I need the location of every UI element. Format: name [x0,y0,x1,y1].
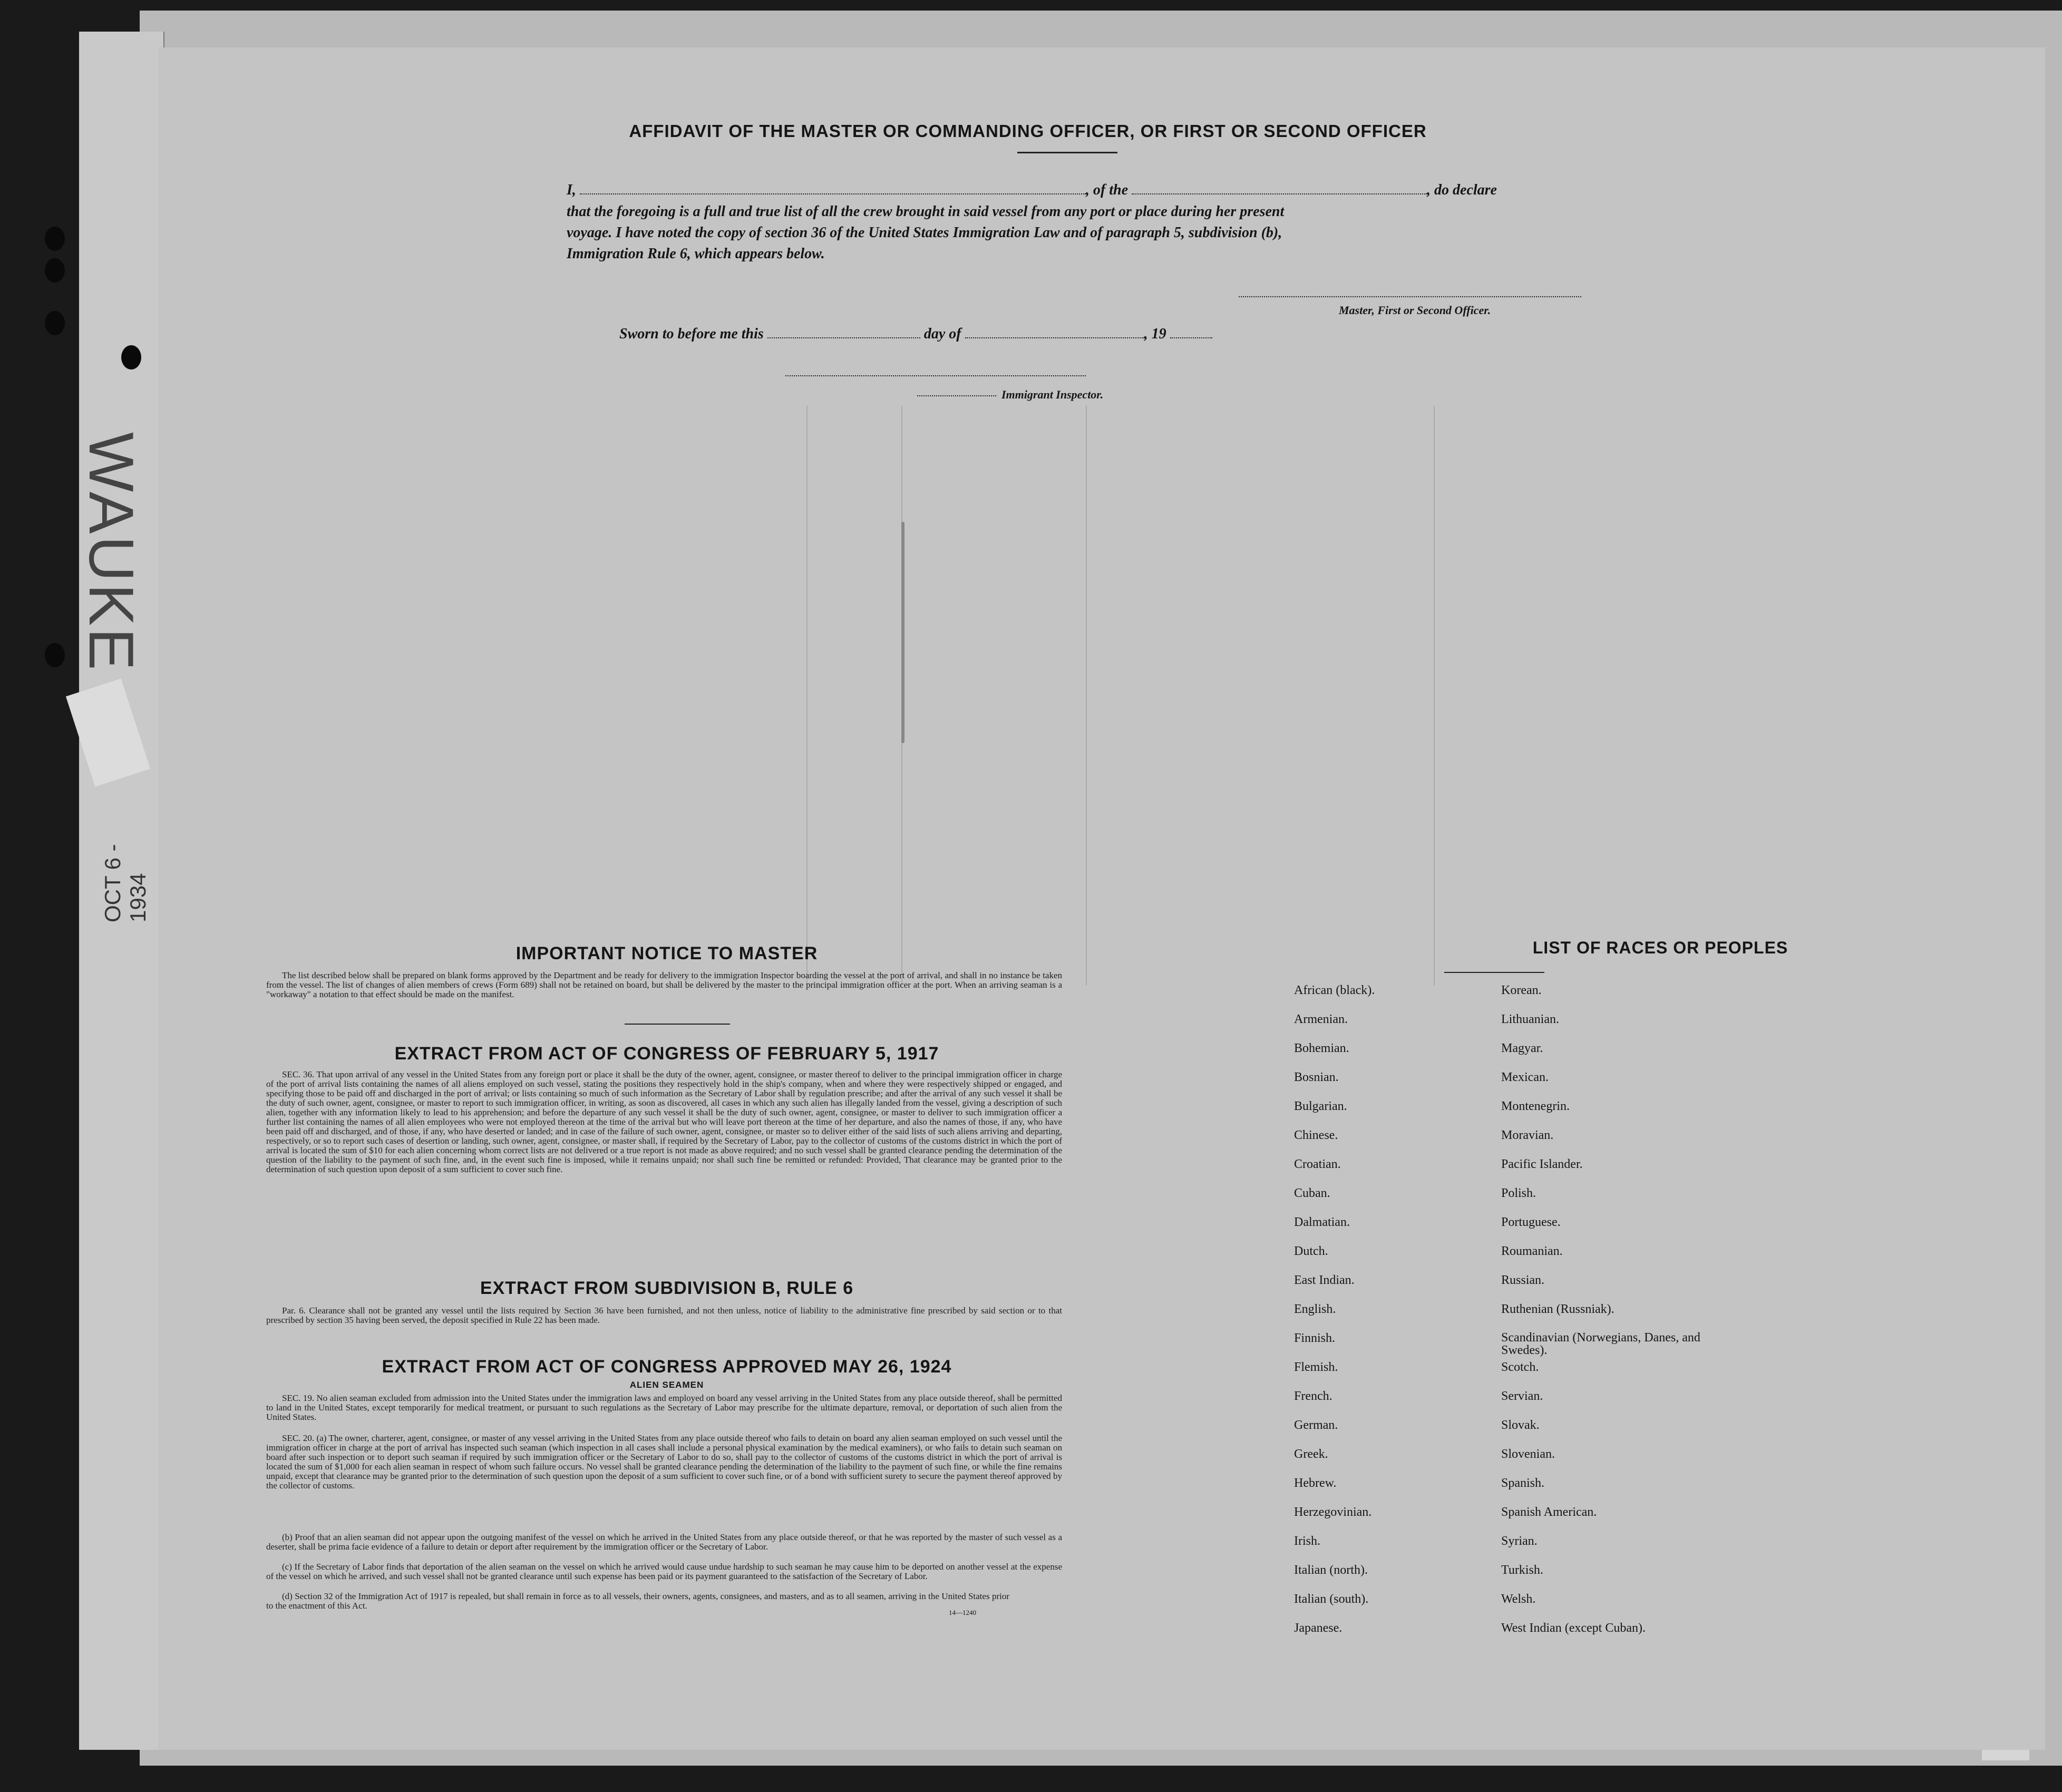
binder-hole [121,345,141,369]
race-item: Korean. [1501,983,1542,997]
faded-column-rule [1086,406,1087,986]
race-item: Roumanian. [1501,1244,1563,1258]
document-page [158,47,2045,1750]
extract-1917-title: EXTRACT FROM ACT OF CONGRESS OF FEBRUARY 5, 1917 [394,1044,939,1064]
race-item: Turkish. [1501,1563,1543,1577]
race-item: Magyar. [1501,1041,1543,1055]
race-item: Slovenian. [1501,1447,1555,1461]
name-field[interactable] [580,193,1086,194]
races-right-column [1501,983,1733,1650]
extract-rule6-body: Par. 6. Clearance shall not be granted any vessel until the lists required by Section 36 have been furnished, and not then unless, notice of liability to the administrative fine prescribed by said section or to that prescribed by section 35 having been served, the deposit specified in Rule 22 has been made. [266,1306,1062,1325]
binder-hole [45,643,65,667]
race-item: Bohemian. [1294,1041,1349,1055]
sworn-day-field[interactable] [767,337,920,338]
race-item: Russian. [1501,1273,1545,1287]
race-item: Bulgarian. [1294,1099,1347,1113]
race-item: English. [1294,1302,1336,1316]
date-stamp: OCT 6 - 1934 [100,844,150,922]
affidavit-body-2: that the foregoing is a full and true list of all the crew brought in said vessel from any port or place during her present [567,203,1285,220]
day-of-text: day of [923,326,961,342]
year-prefix: , 19 [1144,326,1166,342]
race-item: Bosnian. [1294,1070,1339,1084]
races-left-column [1294,983,1473,1650]
race-item: West Indian (except Cuban). [1501,1621,1646,1635]
sworn-text: Sworn to before me this [619,326,764,342]
binder-hole [45,227,65,251]
race-item: Scotch. [1501,1360,1539,1374]
sworn-line [619,326,1463,343]
race-item: French. [1294,1389,1332,1403]
race-item: Lithuanian. [1501,1012,1559,1026]
vessel-field[interactable] [1132,193,1427,194]
affidavit-i: I, [567,182,576,198]
race-item: Flemish. [1294,1360,1338,1374]
title-rule [1017,152,1117,153]
binder-hole [45,311,65,335]
faded-column-rule [806,406,808,986]
extract-rule6-title: EXTRACT FROM SUBDIVISION B, RULE 6 [480,1278,854,1298]
race-item: Japanese. [1294,1621,1343,1635]
signature-field[interactable] [1239,296,1581,297]
extract-1924-title: EXTRACT FROM ACT OF CONGRESS APPROVED MAY 26, 1924 [382,1357,952,1377]
races-title: LIST OF RACES OR PEOPLES [1532,938,1788,957]
binder-hole [45,258,65,283]
section-rule [625,1024,730,1025]
race-item: Syrian. [1501,1534,1538,1548]
inspector-label: Immigrant Inspector. [1001,388,1104,401]
race-item: Pacific Islander. [1501,1157,1583,1171]
form-number: 14—1240 [949,1609,976,1616]
race-item: Polish. [1501,1186,1536,1200]
race-item: Herzegovinian. [1294,1505,1372,1519]
affidavit-declare: , do declare [1427,182,1497,198]
extract-1924-sec20d: (d) Section 32 of the Immigration Act of 1917 is repealed, but shall remain in force as to all vessels, their owners, agents, consignees, and masters, and as to all seamen, arriving in the United States prior to the enactment of this Act. [266,1591,1009,1611]
race-item: Irish. [1294,1534,1320,1548]
race-item: Italian (north). [1294,1563,1368,1577]
notice-body: The list described below shall be prepared on blank forms approved by the Department and be ready for delivery to the immigration Inspector boarding the vessel at the port of arrival, and shall in no instance be taken from the vessel. The list of changes of alien members of crews (Form 689) shall not be retained on board, but shall be delivered by the master to the principal immigration officer at the port. When an arriving seaman is a "workaway" a notation to that effect should be made on the manifest. [266,970,1062,999]
affidavit-of-the: , of the [1085,182,1129,198]
sworn-month-field[interactable] [965,337,1144,338]
race-item: Dutch. [1294,1244,1328,1258]
race-item: Ruthenian (Russniak). [1501,1302,1614,1316]
affidavit-line1 [567,182,1742,199]
race-item: Portuguese. [1501,1215,1561,1229]
race-item: African (black). [1294,983,1375,997]
inspector-line-2[interactable] [917,395,996,396]
extract-1924-sec20a: SEC. 20. (a) The owner, charterer, agent, consignee, or master of any vessel arriving in the United States from any place outside thereof who fails to detain on board any alien seaman employed on such vessel until the immigration officer in charge at the port of arrival has inspected such seaman (which inspection in all cases shall include a personal physical examination by the medical examiners), or who fails to detain such seaman on board after such inspection or to deport such seaman if required by such immigration officer or the Secretary of Labor to do so, shall pay to the collector of customs of the customs district in which the port of arrival is located the sum of $1,000 for each alien seaman in respect of whom such failure occurs. No vessel shall be granted clearance pending the determination of the liability to the payment of such fine, or while the fine remains unpaid, except that clearance may be granted prior to the determination of such question upon the deposit of a sum sufficient to cover such fine, or of a bond with sufficient surety to secure the payment thereof approved by the collector of customs. [266,1433,1062,1491]
race-item: Croatian. [1294,1157,1341,1171]
extract-1917-body: SEC. 36. That upon arrival of any vessel in the United States from any foreign port or place it shall be the duty of the owner, agent, consignee, or master thereof to deliver to the principal immigration officer in charge of the port of arrival lists containing the names of all aliens employed on such vessel, stating the positions they respectively hold in the ship's company, when and where they were respectively shipped or engaged, and specifying those to be paid off and discharged in the port of arrival; or lists containing so much of such information as the Secretary of Labor shall by regulation prescribe; and after the arrival of any such vessel it shall be the duty of such owner, agent, consignee, or master to report to such immigration officer, in writing, as soon as discovered, all cases in which any such alien has illegally landed from the vessel, giving a description of such alien, together with any information likely to lead to his apprehension; and before the departure of any such vessel it shall be the duty of such owner, agent, consignee, or master to deliver to such immigration officer a further list containing the names of all alien employees who were not employed thereon at the time of the arrival but who will leave port thereon at the time of her departure, and also the names of those, if any, who have been paid off and discharged, and of those, if any, who have deserted or landed; and in case of the failure of such owner, agent, consignee, or master so to deliver either of the said lists of such aliens arriving and departing, respectively, or so to report such cases of desertion or landing, such owner, agent, consignee, or master shall, if required by the Secretary of Labor, pay to the collector of customs of the customs district in which the port of arrival is located the sum of $10 for each alien concerning whom correct lists are not delivered or a true report is not made as above required; and no such vessel shall be granted clearance pending the determination of the question of the liability to the payment of such fine, and, in the event such fine is imposed, while it remains unpaid; nor shall such fine be remitted or refunded: Provided, That clearance may be granted prior to the determination of such question upon deposit of a sum sufficient to cover such fine. [266,1069,1062,1174]
affidavit-title: AFFIDAVIT OF THE MASTER OR COMMANDING OFFICER, OR FIRST OR SECOND OFFICER [629,121,1427,141]
sworn-year-field[interactable] [1170,337,1212,338]
faded-column-rule [1434,406,1435,986]
extract-1924-sec19: SEC. 19. No alien seaman excluded from admission into the United States under the immigration laws and employed on board any vessel arriving in the United States from any place outside thereof, shall be permitted to land in the United States, except temporarily for medical treatment, or pursuant to such regulations as the Secretary of Labor may prescribe for the ultimate departure, removal, or deportation of such alien from the United States. [266,1393,1062,1422]
race-item: Servian. [1501,1389,1543,1403]
race-item: German. [1294,1418,1338,1432]
race-item: Welsh. [1501,1592,1536,1606]
race-item: Chinese. [1294,1128,1338,1142]
extract-1924-sec20b: (b) Proof that an alien seaman did not appear upon the outgoing manifest of the vessel on which he arrived in the United States from any place outside thereof, or that he was reported by the master of such vessel as a deserter, shall be prima facie evidence of a failure to detain or deport after requirement by the immigration officer or the Secretary of Labor. [266,1532,1062,1552]
race-item: Mexican. [1501,1070,1549,1084]
race-item: Spanish American. [1501,1505,1597,1519]
extract-1924-subtitle: ALIEN SEAMEN [629,1380,704,1390]
race-item: Greek. [1294,1447,1328,1461]
race-item: Spanish. [1501,1476,1545,1490]
pencil-mark [901,522,904,743]
race-item: Montenegrin. [1501,1099,1570,1113]
race-item: Cuban. [1294,1186,1330,1200]
inspector-signature-field[interactable] [785,375,1086,376]
races-rule [1444,972,1544,973]
race-item: Armenian. [1294,1012,1348,1026]
side-stamp: WAUKE [76,432,147,673]
race-item: East Indian. [1294,1273,1355,1287]
race-item: Finnish. [1294,1331,1336,1345]
affidavit-body-3: voyage. I have noted the copy of section 36 of the United States Immigration Law and of paragraph 5, subdivision (b), [567,225,1282,241]
race-item: Moravian. [1501,1128,1554,1142]
affidavit-body-4: Immigration Rule 6, which appears below. [567,246,825,262]
race-item: Hebrew. [1294,1476,1337,1490]
signature-label: Master, First or Second Officer. [1339,304,1491,317]
race-item: Dalmatian. [1294,1215,1350,1229]
race-item: Italian (south). [1294,1592,1369,1606]
race-item: Slovak. [1501,1418,1540,1432]
notice-title: IMPORTANT NOTICE TO MASTER [516,943,818,963]
race-item: Scandinavian (Norwegians, Danes, and Swedes). [1501,1331,1700,1357]
extract-1924-sec20c: (c) If the Secretary of Labor finds that deportation of the alien seaman on the vessel on which he arrived would cause undue hardship to such seaman he may cause him to be deported on another vessel at the expense of the vessel on which he arrived, and such vessel shall not be granted clearance until such expense has been paid or its payment guaranteed to the satisfaction of the Secretary of Labor. [266,1562,1062,1581]
